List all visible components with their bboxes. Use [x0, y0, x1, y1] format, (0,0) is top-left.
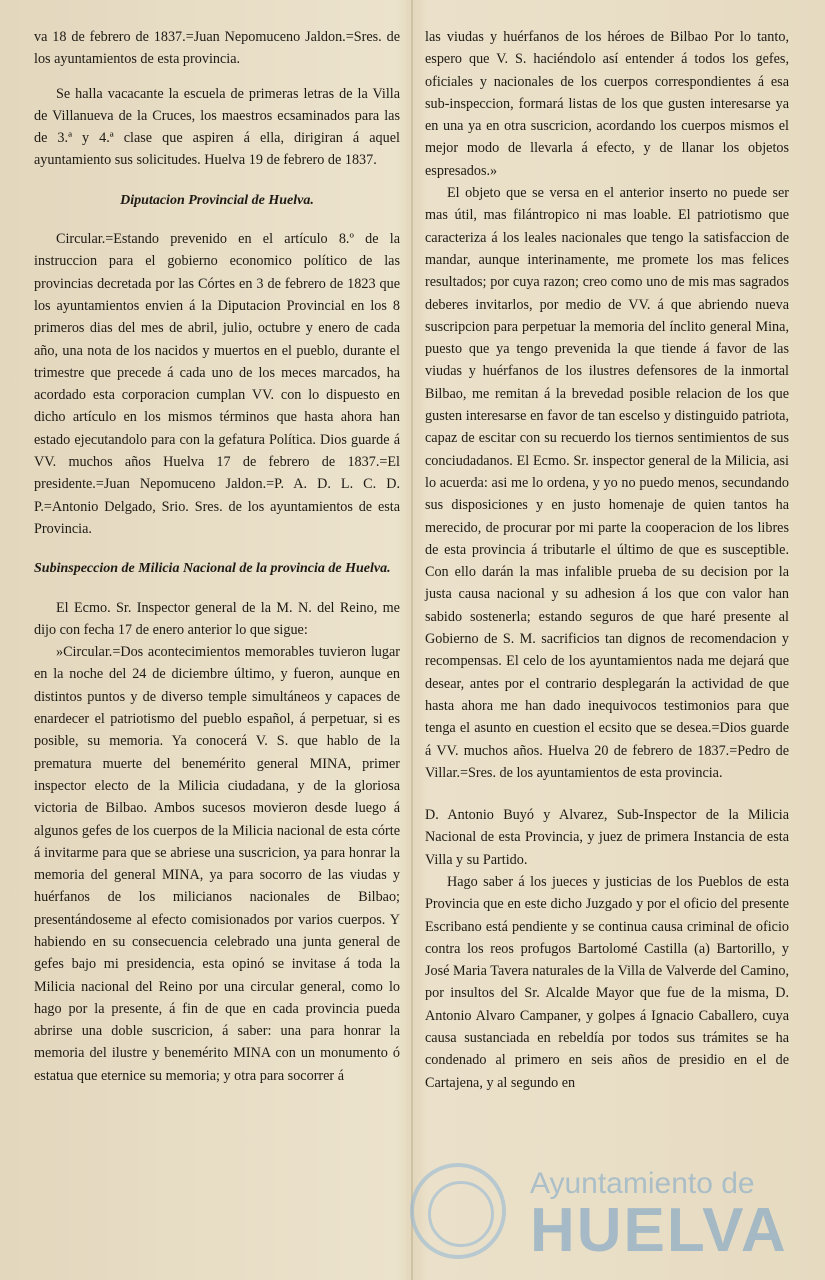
- notice-continuation: va 18 de febrero de 1837.=Juan Nepomuceno Jaldon.=Sres. de los ayuntamientos de esta provincia.: [34, 29, 400, 68]
- watermark-line1: Ayuntamiento de: [530, 1167, 755, 1200]
- circular-diputacion: Circular.=Estando prevenido en el artículo 8.º de la instruccion para el gobierno economico político de las provincias decretada por las Córtes en 3 de febrero de 1823 que los ayuntamientos envien á la Diputacion Provincial en los 8 primeros dias del mes de abril, julio, octubre y enero de cada año, una nota de los nacidos y muertos en el pueblo, durante el trimestre que precede á cada uno de los meces marcados, ha acordado esta corporacion cumplan VV. con lo dispuesto en dicho artículo en los mismos términos que hasta ahora han estado ejecutandolo para con la gefatura Política. Dios guarde á VV. muchos años Huelva 17 de febrero de 1837.=El presidente.=Juan Nepomuceno Jaldon.=P. A. D. L. C. D. P.=Antonio Delgado, Srio. Sres. de los ayuntamientos de esta Provincia.: [34, 231, 400, 537]
- page-gutter: [411, 0, 413, 1280]
- inspector-intro: El Ecmo. Sr. Inspector general de la M. N. del Reino, me dijo con fecha 17 de enero anterior lo que sigue:: [34, 599, 400, 638]
- circular-mina: »Circular.=Dos acontecimientos memorables tuvieron lugar en la noche del 24 de diciembre último, y fueron, aunque en distintos puntos y de diverso temple simultáneos y capaces de enardecer el patriotismo del pueblo español, á perpetuar, si es posible, su memoria. Ya conocerá V. S. que hablo de la prematura muerte del benemérito general MINA, primer inspector electo de la Milicia ciudadana, y de la gloriosa victoria de Bilbao. Ambos sucesos movieron desde luego á algunos gefes de los cuerpos de la Milicia nacional de esta córte á invitarme para que se abriese una suscricion, ya para honrar la memoria del general MINA, ya para socorro de las viudas y huérfanos de los milicianos nacionales de Bilbao; presentándoseme al efecto comisionados por varios cuerpos. Y habiendo en su consecuencia celebrado una junta general de gefes bajo mi presidencia, esta opinó se invitase á toda la Milicia nacional del Reino por una circular general, como lo hago por la presente, á fin de que en cada provincia pueda abrirse una doble suscricion, á saber: una para honrar la memoria del ilustre y benemérito MINA con un monumento ó estatua que eternice su memoria; y otra para socorrer á: [34, 644, 400, 1084]
- right-column: [425, 26, 789, 1094]
- seal-icon: [410, 1163, 506, 1259]
- archive-watermark: [410, 1155, 790, 1270]
- circular-mina-continuation: las viudas y huérfanos de los héroes de Bilbao Por lo tanto, espero que V. S. haciéndolo así entender á todos los gefes, oficiales y nacionales de los cuerpos correspondientes á esa sub-inspeccion, formará listas de los que gusten interesarse ya en una ya en otra suscricion, acordando los cuerpos mismos el mejor modo de llevarla á efecto, y de llanar los objetos espresados.»: [425, 29, 789, 179]
- school-vacancy-notice: Se halla vacacante la escuela de primeras letras de la Villa de Villanueva de la Cruces, los maestros ecsaminados para las de 3.ª y 4.ª clase que aspiren á ella, dirigiran á aquel ayuntamiento sus solicitudes. Huelva 19 de febrero de 1837.: [34, 85, 400, 169]
- judge-heading: D. Antonio Buyó y Alvarez, Sub-Inspector de la Milicia Nacional de esta Provincia, y juez de primera Instancia de esta Villa y su Partido.: [425, 807, 789, 868]
- section-heading-subinspeccion: Subinspeccion de Milicia Nacional de la provincia de Huelva.: [34, 561, 391, 577]
- watermark-line2: HUELVA: [530, 1196, 788, 1265]
- section-heading-diputacion: Diputacion Provincial de Huelva.: [120, 192, 314, 208]
- subinspector-appeal: El objeto que se versa en el anterior inserto no puede ser mas útil, mas filántropico ni mas loable. El patriotismo que caracteriza á los leales nacionales que tengo la satisfaccion de mandar, aunque interinamente, me promete los mas felices resultados; por cuya razon; creo como uno de mis mas sagrados deberes invitarlos, por medio de VV. á que abriendo nueva suscripcion para perpetuar la memoria del ínclito general Mina, puesto que ya tengo prevenida la que tiende á favor de las viudas y huérfanos de los ilustres defensores de la inmortal Bilbao, me remitan á la brevedad posible relacion de los que gusten interesarse en favor de tan escelso y distinguido patriota, capaz de escitar con su recuerdo los tiernos sentimientos de sus conciudadanos. El Ecmo. Sr. inspector general de la Milicia, asi lo acuerda: asi me lo ordena, y yo no puedo menos, secundando sus disposiciones y en justo homenaje de quien tantos ha merecido, de procurar por mi parte la cooperacion de los libres de esta provincia á tributarle el último de que es susceptible. Con ello darán la mas infalible prueba de su decision por la justa causa nacional y su adhesion á los que con valor han sabido sostenerla; estando seguros de que haré presente al Gobierno de S. M. sacrificios tan dignos de recomendacion y recompensas. El celo de los ayuntamientos nada me dejará que desear, antes por el contrario desplegarán la actividad de que hasta ahora me han dado inequivocos testimonios para que tenga el asunto en cuestion el ecsito que se desea.=Dios guarde á VV. muchos años. Huelva 20 de febrero de 1837.=Pedro de Villar.=Sres. de los ayuntamientos de esta provincia.: [425, 185, 789, 781]
- left-column: [34, 26, 400, 1087]
- judicial-edict: Hago saber á los jueces y justicias de los Pueblos de esta Provincia que en este dicho Juzgado y por el oficio del presente Escribano está pendiente y se continua causa criminal de oficio contra los reos profugos Bartolomé Castilla (a) Bartorillo, y José Maria Tavera naturales de la Villa de Valverde del Camino, por insultos del Sr. Alcalde Mayor que fue de la misma, D. Antonio Alvaro Campaner, y golpes á Ignacio Caballero, cuya causa sustanciada en rebeldía por todos sus trámites se ha condenado al primero en seis años de presidio en el de Cartajena, y al segundo en: [425, 873, 789, 1091]
